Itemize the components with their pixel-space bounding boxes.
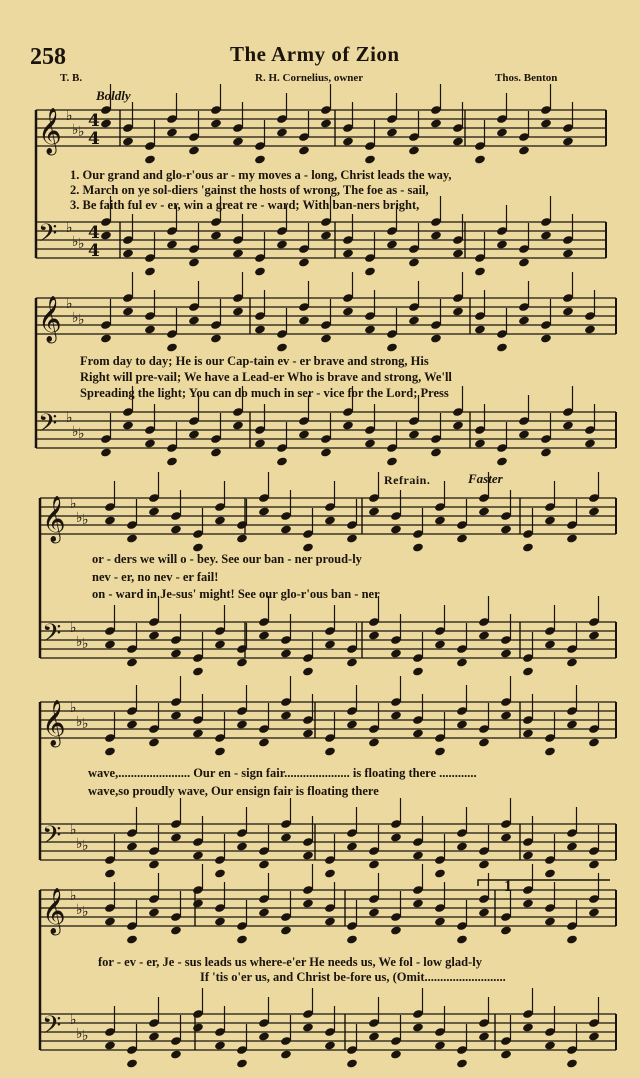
note-head [588, 630, 600, 640]
note-head [544, 746, 556, 756]
lyric-line: wave,so proudly wave, Our ensign fair is floating there [88, 784, 379, 798]
note-head [100, 118, 112, 128]
note-head [500, 648, 512, 658]
note-head [452, 248, 464, 258]
note-head [170, 832, 182, 842]
note-head [302, 898, 314, 908]
bass-clef-icon: 𝄢 [42, 821, 62, 856]
note-head [434, 1040, 446, 1050]
note-head [456, 841, 468, 851]
note-head [298, 145, 310, 155]
note-head [412, 1022, 424, 1032]
note-head [386, 456, 398, 466]
note-head [122, 136, 134, 146]
flat-icon: ♭ [70, 1012, 77, 1028]
note-head [562, 136, 574, 146]
note-head [276, 239, 288, 249]
note-head [386, 342, 398, 352]
note-head [434, 868, 446, 878]
flat-icon: ♭ [66, 410, 73, 426]
note-head [566, 934, 578, 944]
note-head [496, 456, 508, 466]
note-head [170, 925, 182, 935]
flat-icon: ♭ [76, 902, 83, 918]
note-head [522, 542, 534, 552]
lyric-line: If 'tis o'er us, and Christ be-fore us, (Omit.......................... [200, 970, 506, 984]
note-head [478, 907, 490, 917]
note-head [434, 515, 446, 525]
note-head [232, 136, 244, 146]
note-head [126, 533, 138, 543]
note-head [346, 1058, 358, 1068]
note-head [390, 925, 402, 935]
flat-icon: ♭ [82, 636, 89, 652]
note-head [540, 230, 552, 240]
note-head [390, 832, 402, 842]
treble-clef-icon: 𝄞 [42, 496, 66, 542]
note-head [452, 306, 464, 316]
note-head [408, 315, 420, 325]
refrain-label: Refrain. [384, 473, 431, 487]
note-head [324, 1040, 336, 1050]
note-head [302, 728, 314, 738]
time-signature: 4 [88, 241, 100, 261]
credit-composer: Thos. Benton [495, 72, 558, 84]
note-head [104, 515, 116, 525]
note-head [584, 324, 596, 334]
note-head [434, 916, 446, 926]
flat-icon: ♭ [70, 700, 77, 716]
note-head [280, 524, 292, 534]
flat-icon: ♭ [66, 296, 73, 312]
note-head [258, 506, 270, 516]
note-head [170, 648, 182, 658]
note-head [588, 859, 600, 869]
note-head [298, 315, 310, 325]
note-head [412, 850, 424, 860]
note-head [324, 746, 336, 756]
note-head [214, 916, 226, 926]
flat-icon: ♭ [72, 310, 79, 326]
flat-icon: ♭ [76, 510, 83, 526]
note-head [210, 333, 222, 343]
note-head [518, 145, 530, 155]
ending-bracket [478, 880, 610, 886]
note-head [500, 925, 512, 935]
note-head [144, 438, 156, 448]
note-head [364, 324, 376, 334]
lyric-line: for - ev - er, Je - sus leads us where-e'er He needs us, We fol - low glad-ly [98, 955, 482, 969]
note-head [412, 898, 424, 908]
note-head [214, 746, 226, 756]
flat-icon: ♭ [82, 1028, 89, 1044]
note-head [544, 916, 556, 926]
flat-icon: ♭ [72, 122, 79, 138]
refrain-tempo: Faster [468, 471, 503, 486]
credit-owner: R. H. Cornelius, owner [255, 72, 364, 84]
note-head [566, 533, 578, 543]
note-head [452, 136, 464, 146]
flat-icon: ♭ [70, 496, 77, 512]
treble-clef-icon: 𝄞 [42, 888, 66, 934]
note-head [408, 257, 420, 267]
note-head [522, 898, 534, 908]
note-head [236, 934, 248, 944]
treble-clef-icon: 𝄞 [38, 108, 62, 154]
note-head [302, 1022, 314, 1032]
note-head [144, 324, 156, 334]
note-head [364, 154, 376, 164]
note-head [320, 230, 332, 240]
note-head [412, 728, 424, 738]
note-head [122, 420, 134, 430]
note-head [280, 832, 292, 842]
note-head [166, 342, 178, 352]
note-head [104, 868, 116, 878]
note-head [232, 306, 244, 316]
note-head [588, 506, 600, 516]
flat-icon: ♭ [66, 220, 73, 236]
flat-icon: ♭ [70, 620, 77, 636]
note-head [540, 333, 552, 343]
note-head [236, 841, 248, 851]
note-head [210, 447, 222, 457]
note-head [522, 728, 534, 738]
note-head [236, 657, 248, 667]
flat-icon: ♭ [66, 108, 73, 124]
note-head [302, 850, 314, 860]
note-head [430, 118, 442, 128]
note-head [258, 907, 270, 917]
note-head [434, 746, 446, 756]
note-head [276, 456, 288, 466]
note-head [478, 1031, 490, 1041]
note-head [390, 648, 402, 658]
note-head [258, 859, 270, 869]
note-head [478, 630, 490, 640]
note-head [346, 841, 358, 851]
note-head [566, 841, 578, 851]
note-head [148, 859, 160, 869]
note-head [126, 657, 138, 667]
note-head [474, 154, 486, 164]
note-head [456, 533, 468, 543]
note-head [236, 1058, 248, 1068]
tempo-marking: Boldly [96, 88, 131, 103]
note-head [412, 666, 424, 676]
note-head [104, 746, 116, 756]
note-head [126, 841, 138, 851]
note-head [126, 934, 138, 944]
note-head [298, 257, 310, 267]
note-head [430, 230, 442, 240]
note-head [500, 1049, 512, 1059]
note-head [500, 524, 512, 534]
note-head [148, 1031, 160, 1041]
note-head [368, 1031, 380, 1041]
note-head [214, 515, 226, 525]
note-head [456, 719, 468, 729]
note-head [408, 145, 420, 155]
note-head [214, 1040, 226, 1050]
note-head [390, 1049, 402, 1059]
note-head [588, 907, 600, 917]
note-head [434, 639, 446, 649]
note-head [192, 666, 204, 676]
note-head [562, 420, 574, 430]
note-head [496, 127, 508, 137]
note-head [342, 136, 354, 146]
credit-lyricist: T. B. [60, 72, 83, 84]
note-head [566, 719, 578, 729]
note-head [346, 533, 358, 543]
note-head [298, 429, 310, 439]
ending-marker: 1 [504, 878, 512, 895]
note-head [324, 868, 336, 878]
note-head [522, 850, 534, 860]
note-head [144, 154, 156, 164]
note-head [412, 542, 424, 552]
flat-icon: ♭ [76, 634, 83, 650]
note-head [368, 506, 380, 516]
note-head [346, 934, 358, 944]
note-head [236, 719, 248, 729]
note-head [104, 916, 116, 926]
time-signature: 4 [88, 223, 100, 243]
treble-clef-icon: 𝄞 [38, 296, 62, 342]
flat-icon: ♭ [76, 836, 83, 852]
note-head [170, 710, 182, 720]
note-head [104, 639, 116, 649]
note-head [254, 154, 266, 164]
note-head [588, 1031, 600, 1041]
note-head [188, 315, 200, 325]
time-signature: 4 [88, 111, 100, 131]
note-head [544, 515, 556, 525]
flat-icon: ♭ [82, 838, 89, 854]
note-head [566, 1058, 578, 1068]
flat-icon: ♭ [70, 888, 77, 904]
note-head [258, 1031, 270, 1041]
lyric-line: nev - er, no nev - er fail! [92, 570, 219, 584]
note-head [500, 832, 512, 842]
lyric-line: Right will pre-vail; We have a Lead-er Who is brave and strong, We'll [80, 370, 452, 384]
note-head [232, 420, 244, 430]
note-head [368, 859, 380, 869]
note-head [474, 438, 486, 448]
note-head [478, 737, 490, 747]
note-head [232, 248, 244, 258]
flat-icon: ♭ [76, 714, 83, 730]
bass-clef-icon: 𝄢 [38, 409, 58, 444]
note-head [144, 266, 156, 276]
note-head [236, 533, 248, 543]
flat-icon: ♭ [78, 426, 85, 442]
note-head [540, 447, 552, 457]
note-head [170, 1049, 182, 1059]
lyric-line: Spreading the light; You can do much in ser - vice for the Lord; Press [80, 386, 449, 400]
note-head [280, 1049, 292, 1059]
note-head [342, 420, 354, 430]
note-head [518, 315, 530, 325]
flat-icon: ♭ [72, 424, 79, 440]
note-head [280, 710, 292, 720]
flat-icon: ♭ [76, 1026, 83, 1042]
note-head [522, 666, 534, 676]
time-signature: 4 [88, 129, 100, 149]
note-head [214, 868, 226, 878]
note-head [496, 239, 508, 249]
note-head [166, 239, 178, 249]
note-head [390, 524, 402, 534]
note-head [302, 666, 314, 676]
note-head [192, 898, 204, 908]
note-head [280, 925, 292, 935]
note-head [148, 907, 160, 917]
flat-icon: ♭ [82, 904, 89, 920]
note-head [544, 639, 556, 649]
note-head [170, 524, 182, 534]
note-head [518, 257, 530, 267]
note-head [478, 859, 490, 869]
note-head [320, 118, 332, 128]
bass-clef-icon: 𝄢 [42, 1011, 62, 1046]
note-head [100, 230, 112, 240]
note-head [562, 248, 574, 258]
note-head [500, 710, 512, 720]
note-head [368, 630, 380, 640]
note-head [258, 630, 270, 640]
note-head [390, 710, 402, 720]
note-head [122, 248, 134, 258]
note-head [324, 916, 336, 926]
note-head [368, 737, 380, 747]
note-head [148, 506, 160, 516]
note-head [126, 719, 138, 729]
lyric-line: on - ward in Je-sus' might! See our glo-r'ous ban - ner [92, 587, 380, 601]
note-head [562, 306, 574, 316]
note-head [324, 515, 336, 525]
note-head [104, 1040, 116, 1050]
note-head [100, 447, 112, 457]
note-head [192, 850, 204, 860]
note-head [342, 306, 354, 316]
flat-icon: ♭ [78, 124, 85, 140]
hymn-title: The Army of Zion [230, 42, 400, 66]
note-head [254, 266, 266, 276]
lyric-line: 2. March on ye sol-diers 'gainst the hosts of wrong, The foe as - sail, [70, 183, 429, 197]
note-head [324, 639, 336, 649]
note-head [386, 239, 398, 249]
note-head [320, 333, 332, 343]
note-head [456, 934, 468, 944]
note-head [588, 737, 600, 747]
note-head [148, 737, 160, 747]
note-head [474, 324, 486, 334]
note-head [280, 648, 292, 658]
flat-icon: ♭ [82, 716, 89, 732]
note-head [276, 127, 288, 137]
note-head [320, 447, 332, 457]
note-head [364, 438, 376, 448]
note-head [386, 127, 398, 137]
note-head [346, 657, 358, 667]
note-head [210, 118, 222, 128]
note-head [544, 868, 556, 878]
note-head [368, 907, 380, 917]
note-head [192, 1022, 204, 1032]
lyric-line: wave,....................... Our en - sign fair..................... is floating there ............ [88, 766, 477, 780]
bass-clef-icon: 𝄢 [38, 219, 58, 254]
note-head [518, 429, 530, 439]
flat-icon: ♭ [70, 822, 77, 838]
note-head [430, 447, 442, 457]
note-head [452, 420, 464, 430]
note-head [188, 257, 200, 267]
note-head [408, 429, 420, 439]
note-head [122, 306, 134, 316]
note-head [148, 630, 160, 640]
note-head [364, 266, 376, 276]
note-head [430, 333, 442, 343]
lyric-line: 1. Our grand and glo-r'ous ar - my moves a - long, Christ leads the way, [70, 168, 452, 182]
note-head [346, 719, 358, 729]
note-head [478, 506, 490, 516]
treble-clef-icon: 𝄞 [42, 700, 66, 746]
note-head [188, 429, 200, 439]
note-head [522, 1022, 534, 1032]
note-head [166, 127, 178, 137]
flat-icon: ♭ [82, 512, 89, 528]
note-head [166, 456, 178, 466]
note-head [210, 230, 222, 240]
note-head [540, 118, 552, 128]
note-head [254, 324, 266, 334]
note-head [126, 1058, 138, 1068]
bass-clef-icon: 𝄢 [42, 619, 62, 654]
flat-icon: ♭ [78, 312, 85, 328]
flat-icon: ♭ [78, 236, 85, 252]
page-number: 258 [30, 44, 66, 70]
lyric-line: or - ders we will o - bey. See our ban - ner proud-ly [92, 552, 362, 566]
note-head [456, 1058, 468, 1068]
note-head [254, 438, 266, 448]
note-head [584, 438, 596, 448]
lyric-line: 3. Be faith ful ev - er, win a great re - ward; With ban-ners bright, [70, 198, 420, 212]
lyric-line: From day to day; He is our Cap-tain ev - er brave and strong, His [80, 354, 429, 368]
note-head [276, 342, 288, 352]
note-head [214, 639, 226, 649]
flat-icon: ♭ [72, 234, 79, 250]
note-head [566, 657, 578, 667]
note-head [100, 333, 112, 343]
note-head [456, 657, 468, 667]
note-head [192, 728, 204, 738]
note-head [188, 145, 200, 155]
note-head [474, 266, 486, 276]
note-head [496, 342, 508, 352]
note-head [258, 737, 270, 747]
note-head [342, 248, 354, 258]
note-head [544, 1040, 556, 1050]
